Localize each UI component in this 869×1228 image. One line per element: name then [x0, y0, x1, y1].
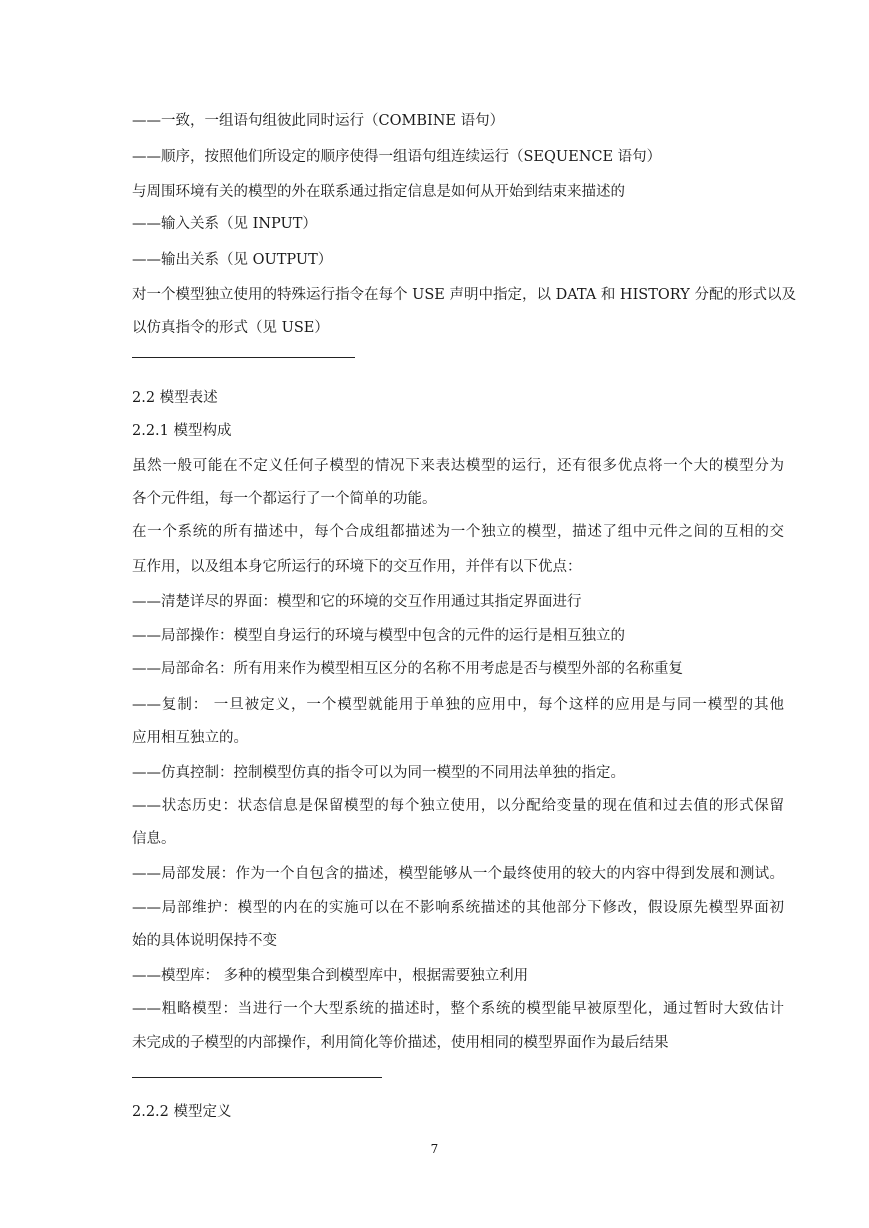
- bullet-combine: ——一致，一组语句组彼此同时运行（COMBINE 语句）: [132, 113, 505, 129]
- bullet-local-operation: ——局部操作：模型自身运行的环境与模型中包含的元件的运行是相互独立的: [132, 628, 625, 644]
- paragraph-1-line-1: 虽然一般可能在不定义任何子模型的情况下来表达模型的运行，还有很多优点将一个大的模型分为: [132, 458, 784, 474]
- subsection-heading-2-2-2: 2.2.2 模型定义: [132, 1104, 232, 1120]
- bullet-local-maintenance-line-1: ——局部维护：模型的内在的实施可以在不影响系统描述的其他部分下修改，假设原先模型界面初: [132, 900, 784, 916]
- bullet-input: ——输入关系（见 INPUT）: [132, 216, 317, 232]
- bullet-local-development: ——局部发展：作为一个自包含的描述，模型能够从一个最终使用的较大的内容中得到发展和测试。: [132, 866, 784, 882]
- paragraph-2-line-2: 互作用，以及组本身它所运行的环境下的交互作用，并伴有以下优点：: [132, 559, 582, 575]
- bullet-rough-model-line-1: ——粗略模型：当进行一个大型系统的描述时，整个系统的模型能早被原型化，通过暂时大致估计: [132, 1001, 784, 1017]
- page-number: 7: [430, 1142, 439, 1156]
- bullet-simulation-control: ——仿真控制：控制模型仿真的指令可以为同一模型的不同用法单独的指定。: [132, 765, 625, 781]
- bullet-state-history-line-2: 信息。: [132, 831, 176, 847]
- paragraph-2-line-1: 在一个系统的所有描述中，每个合成组都描述为一个独立的模型，描述了组中元件之间的互相的交: [132, 524, 784, 540]
- paragraph-external-relations: 与周围环境有关的模型的外在联系通过指定信息是如何从开始到结束来描述的: [132, 184, 625, 200]
- subsection-heading-2-2-1: 2.2.1 模型构成: [132, 423, 232, 439]
- paragraph-use-line-2: 以仿真指令的形式（见 USE）: [132, 320, 329, 336]
- section-heading-2-2: 2.2 模型表述: [132, 390, 218, 406]
- paragraph-use-line-1: 对一个模型独立使用的特殊运行指令在每个 USE 声明中指定，以 DATA 和 HISTORY 分配的形式以及: [132, 287, 796, 303]
- separator-rule: [132, 357, 355, 358]
- bullet-replication-line-2: 应用相互独立的。: [132, 730, 248, 746]
- bullet-replication-line-1: ——复制： 一旦被定义，一个模型就能用于单独的应用中，每个这样的应用是与同一模型的其他: [132, 697, 784, 713]
- bullet-model-library: ——模型库： 多种的模型集合到模型库中，根据需要独立利用: [132, 968, 529, 984]
- bullet-state-history-line-1: ——状态历史：状态信息是保留模型的每个独立使用，以分配给变量的现在值和过去值的形式保留: [132, 798, 784, 814]
- bullet-sequence: ——顺序，按照他们所设定的顺序使得一组语句组连续运行（SEQUENCE 语句）: [132, 149, 662, 165]
- bullet-clear-interface: ——清楚详尽的界面：模型和它的环境的交互作用通过其指定界面进行: [132, 594, 582, 610]
- paragraph-1-line-2: 各个元件组，每一个都运行了一个简单的功能。: [132, 491, 437, 507]
- bullet-rough-model-line-2: 未完成的子模型的内部操作，利用简化等价描述，使用相同的模型界面作为最后结果: [132, 1035, 669, 1051]
- bullet-local-naming: ——局部命名：所有用来作为模型相互区分的名称不用考虑是否与模型外部的名称重复: [132, 661, 683, 677]
- bullet-local-maintenance-line-2: 始的具体说明保持不变: [132, 933, 277, 949]
- bullet-output: ——输出关系（见 OUTPUT）: [132, 252, 333, 268]
- separator-rule: [132, 1077, 382, 1078]
